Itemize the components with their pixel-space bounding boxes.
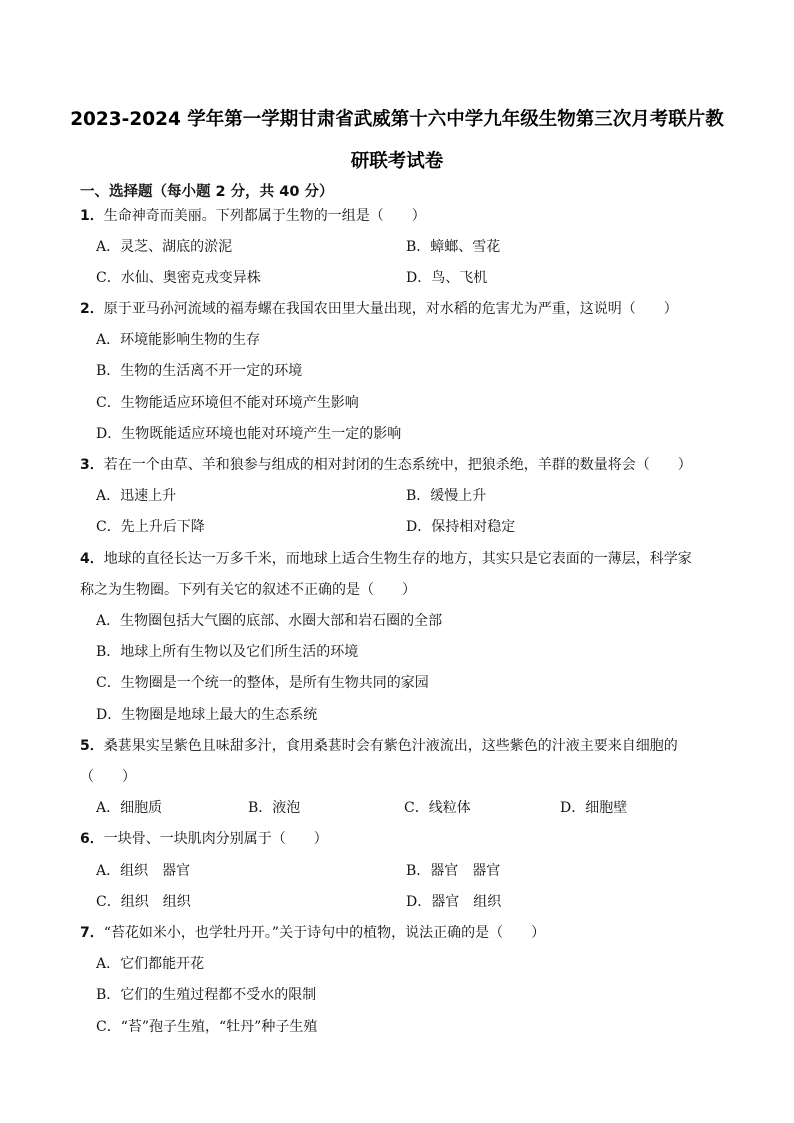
- question-stem: 桑葚果实呈紫色且味甜多汁，食用桑葚时会有紫色汁液流出，这些紫色的汁液主要来自细胞的: [103, 738, 678, 754]
- option-c: C．生物能适应环境但不能对环境产生影响: [96, 395, 359, 411]
- question-stem: 生命神奇而美丽。下列都属于生物的一组是（ ）: [103, 208, 426, 224]
- option-c: C．先上升后下降: [96, 519, 205, 535]
- option-a: A．迅速上升: [96, 488, 177, 504]
- option-b: B．蟑螂、雪花: [406, 239, 501, 255]
- option-a: A．组织 器官: [96, 863, 191, 879]
- option-d: D．细胞壁: [560, 800, 628, 816]
- exam-title-line-2: 研联考试卷: [350, 151, 444, 172]
- exam-title-line-1: 2023-2024 学年第一学期甘肃省武威第十六中学九年级生物第三次月考联片教: [70, 109, 724, 130]
- question-4: [80, 550, 692, 568]
- option-d: D．生物圈是地球上最大的生态系统: [96, 707, 318, 723]
- question-5: [80, 737, 678, 755]
- question-number: 5．: [80, 738, 104, 754]
- option-d: D．鸟、飞机: [406, 270, 488, 286]
- option-d: D．器官 组织: [406, 894, 502, 910]
- option-b: B．它们的生殖过程都不受水的限制: [96, 987, 317, 1003]
- option-b: B．生物的生活离不开一定的环境: [96, 363, 303, 379]
- question-5-stem-continued: （ ）: [80, 769, 136, 785]
- question-2: [80, 300, 678, 318]
- question-stem: 原于亚马孙河流域的福寿螺在我国农田里大量出现，对水稻的危害尤为严重，这说明（ ）: [103, 301, 678, 317]
- question-4-stem-continued: 称之为生物圈。下列有关它的叙述不正确的是（ ）: [80, 582, 416, 598]
- option-c: C．生物圈是一个统一的整体，是所有生物共同的家园: [96, 675, 429, 691]
- option-b: B．地球上所有生物以及它们所生活的环境: [96, 644, 359, 660]
- option-b: B．液泡: [248, 800, 301, 816]
- question-stem: 地球的直径长达一万多千米，而地球上适合生物生存的地方，其实只是它表面的一薄层，科学家: [103, 551, 692, 567]
- section-heading: 一、选择题（每小题 2 分，共 40 分）: [80, 184, 334, 200]
- question-stem: 一块骨、一块肌肉分别属于（ ）: [103, 831, 328, 847]
- question-6: [80, 830, 328, 848]
- option-b: B．缓慢上升: [406, 488, 487, 504]
- question-3: [80, 456, 692, 474]
- question-number: 3．: [80, 457, 104, 473]
- question-number: 7．: [80, 925, 104, 941]
- option-d: D．生物既能适应环境也能对环境产生一定的影响: [96, 426, 402, 442]
- question-1: [80, 207, 426, 225]
- question-number: 4．: [80, 551, 104, 567]
- question-stem: “苔花如米小，也学牡丹开。”关于诗句中的植物，说法正确的是（ ）: [103, 925, 546, 941]
- option-a: A．灵芝、湖底的淤泥: [96, 239, 233, 255]
- option-a: A．它们都能开花: [96, 956, 205, 972]
- option-a: A．生物圈包括大气圈的底部、水圈大部和岩石圈的全部: [96, 613, 443, 629]
- question-number: 2．: [80, 301, 104, 317]
- question-number: 1．: [80, 208, 104, 224]
- option-a: A．细胞质: [96, 800, 163, 816]
- option-b: B．器官 器官: [406, 863, 501, 879]
- option-c: C．“苔”孢子生殖，“牡丹”种子生殖: [96, 1019, 318, 1035]
- option-c: C．组织 组织: [96, 894, 191, 910]
- option-c: C．水仙、奥密克戎变异株: [96, 270, 261, 286]
- option-d: D．保持相对稳定: [406, 519, 516, 535]
- question-7: [80, 924, 545, 942]
- option-c: C．线粒体: [404, 800, 471, 816]
- question-stem: 若在一个由草、羊和狼参与组成的相对封闭的生态系统中，把狼杀绝，羊群的数量将会（ ）: [103, 457, 692, 473]
- option-a: A．环境能影响生物的生存: [96, 332, 261, 348]
- question-number: 6．: [80, 831, 104, 847]
